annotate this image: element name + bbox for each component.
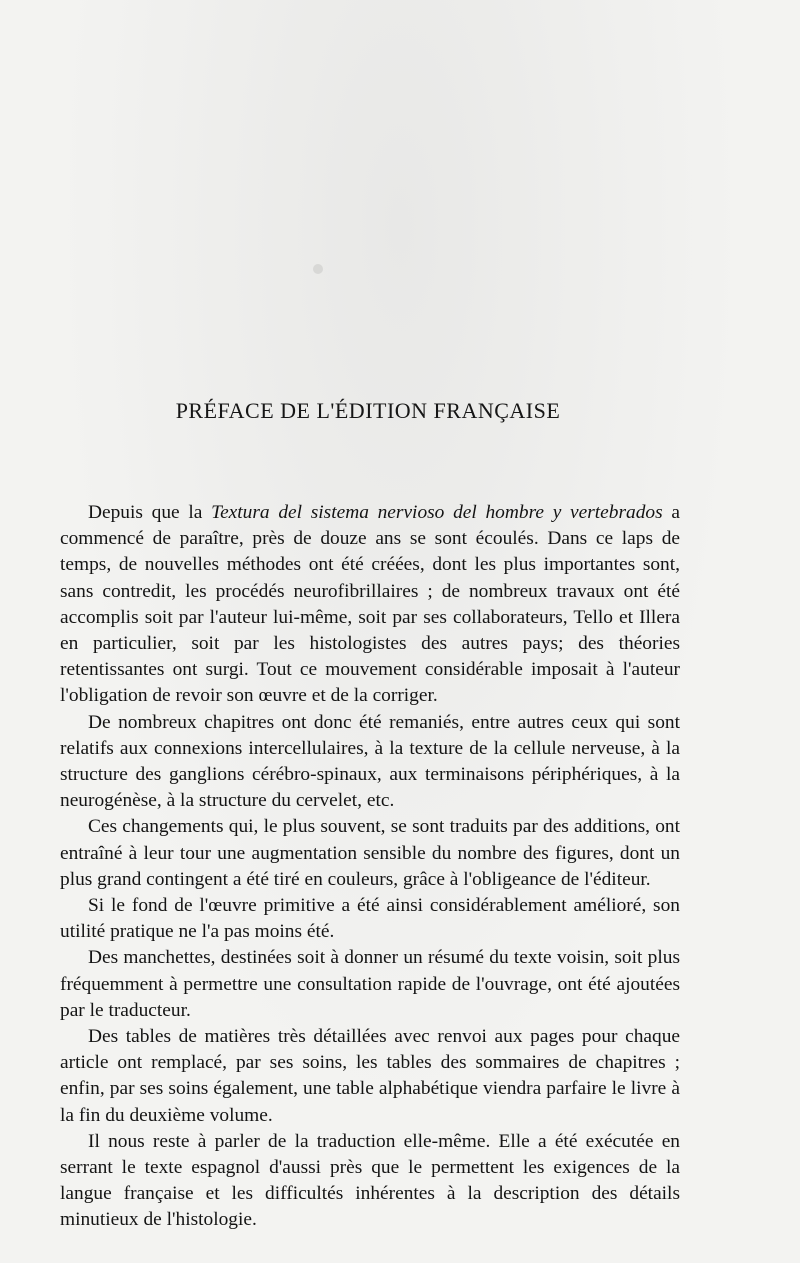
ink-smudge [313,264,323,274]
paragraph: De nombreux chapitres ont donc été remaniés, entre autres ceux qui sont relatifs aux connexions intercellulaires, à la texture de la cellule nerveuse, à la structure des ganglions cérébro-spinaux, aux terminaisons périphériques, à la neurogénèse, à la structure du cervelet, etc. [60,711,680,812]
paragraph: Si le fond de l'œuvre primitive a été ainsi considérablement amélioré, son utilité pratique ne l'a pas moins été. [60,895,680,943]
page-title: PRÉFACE DE L'ÉDITION FRANÇAISE [175,398,561,423]
paragraph: Ces changements qui, le plus souvent, se sont traduits par des additions, ont entraîné à leur tour une augmentation sensible du nombre des figures, dont un plus grand contingent a été tiré en couleurs, grâce à l'obligeance de l'éditeur. [60,816,680,890]
book-title-italic: Textura del sistema nervioso del hombre y vertebrados [211,502,663,523]
paragraph: Il nous reste à parler de la traduction elle-même. Elle a été exécutée en serrant le texte espagnol d'aussi près que le permettent les exigences de la langue française et les difficultés inhérentes à la description des détails minutieux de l'histologie. [60,1130,680,1231]
paragraph-intro [60,500,680,710]
paragraph: Des manchettes, destinées soit à donner un résumé du texte voisin, soit plus fréquemment à permettre une consultation rapide de l'ouvrage, ont été ajoutées par le traducteur. [60,947,680,1021]
preface-body [60,500,680,1234]
intro-rest: a commencé de paraître, près de douze ans se sont écoulés. Dans ce laps de temps, de nouvelles méthodes ont été créées, dont les plus importantes sont, sans contredit, les procédés neurofibrillaires ; de nombreux travaux ont été accomplis soit par l'auteur lui-même, soit par ses collaborateurs, Tello et Illera en particulier, soit par les histologistes des autres pays; des théories retentissantes ont surgi. Tout ce mouvement considérable imposait à l'auteur l'obligation de revoir son œuvre et de la corriger. [60,502,680,707]
paragraph: Des tables de matières très détaillées avec renvoi aux pages pour chaque article ont remplacé, par ses soins, les tables des sommaires de chapitres ; enfin, par ses soins également, une table alphabétique viendra parfaire le livre à la fin du deuxième volume. [60,1026,680,1126]
intro-prefix: Depuis que la [88,502,212,523]
